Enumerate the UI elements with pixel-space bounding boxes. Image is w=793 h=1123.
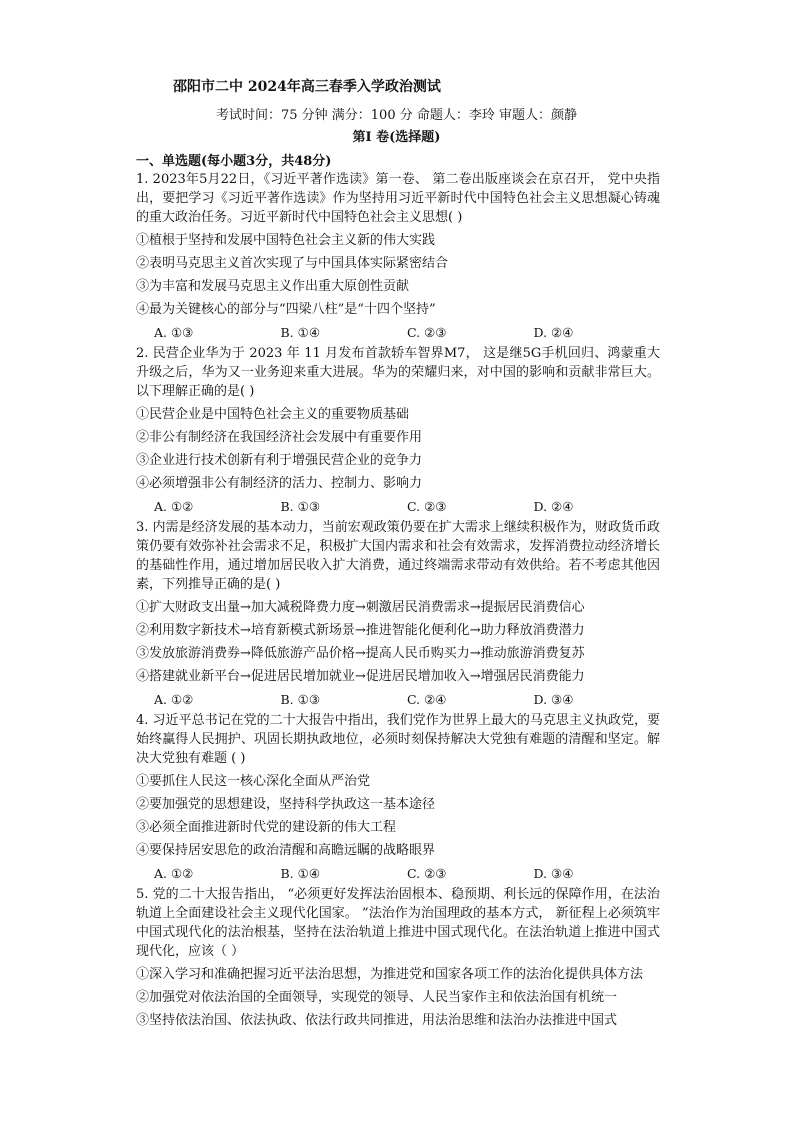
question-option: ①要抓住人民这一核心深化全面从严治党 [136, 774, 371, 789]
question-option: ①民营企业是中国特色社会主义的重要物质基础 [136, 407, 410, 422]
choice-a: A. ①③ [154, 325, 194, 340]
question [136, 170, 660, 342]
question-option: ③为丰富和发展马克思主义作出重大原创性贡献 [136, 279, 410, 294]
question-option: ①扩大财政支出量→加大减税降费力度→刺激居民消费需求→提振居民消费信心 [136, 600, 585, 615]
question-option: ②非公有制经济在我国经济社会发展中有重要作用 [136, 430, 423, 445]
choice-c: C. ②③ [407, 325, 447, 340]
volume-heading: 第Ⅰ 卷(选择题) [352, 130, 441, 145]
question-option: ②要加强党的思想建设，坚持科学执政这一基本途径 [136, 797, 436, 812]
choice-b: B. ①③ [280, 692, 321, 707]
question-option: ③企业进行技术创新有利于增强民营企业的竞争力 [136, 453, 423, 468]
question-stem: 3. 内需是经济发展的基本动力，当前宏观政策仍要在扩大需求上继续积极作为，财政货币政策仍要有效弥补社会需求不足，积极扩大国内需求和社会有效需求，发挥消费拉动经济增长的基础性作用，通过增加居民收入扩大消费，通过终端需求带动有效供给。若不考虑其他因素，下列推导正确的是( ) [136, 520, 660, 592]
question-option: ④搭建就业新平台→促进居民增加就业→促进居民增加收入→增强居民消费能力 [136, 669, 585, 684]
choice-d: D. ③④ [533, 866, 574, 881]
choice-c: C. ②③ [407, 866, 447, 881]
question-option: ①植根于坚持和发展中国特色社会主义新的伟大实践 [136, 233, 436, 248]
choice-b: B. ①③ [280, 499, 321, 514]
answer-choices [154, 323, 660, 342]
question-option: ①深入学习和准确把握习近平法治思想，为推进党和国家各项工作的法治化提供具体方法 [136, 967, 644, 982]
choice-b: B. ①④ [280, 866, 321, 881]
choice-a: A. ①② [154, 499, 194, 514]
question-option: ④要保持居安思危的政治清醒和高瞻远瞩的战略眼界 [136, 843, 436, 858]
question [136, 885, 660, 1030]
choice-d: D. ③④ [533, 692, 574, 707]
choice-c: C. ②③ [407, 499, 447, 514]
question-option: ②加强党对依法治国的全面领导，实现党的领导、人民当家作主和依法治国有机统一 [136, 990, 618, 1005]
question-option: ④最为关键核心的部分与“四梁八柱”是“十四个坚持” [136, 302, 436, 317]
question-stem: 2. 民营企业华为于 2023 年 11 月发布首款轿车智界M7， 这是继5G手机回归、鸿蒙重大升级之后，华为又一业务迎来重大进展。华为的荣耀归来，对中国的影响和贡献非常巨大。 以下理解正确的是( ) [136, 346, 660, 399]
question-option: ③坚持依法治国、依法执政、依法行政共同推进，用法治思维和法治办法推进中国式 [136, 1013, 618, 1028]
exam-title: 邵阳市二中 2024年高三春季入学政治测试 [173, 79, 441, 95]
question-option: ③必须全面推进新时代党的建设新的伟大工程 [136, 820, 397, 835]
question-stem: 1. 2023年5月22日，《习近平著作选读》第一卷、 第二卷出版座谈会在京召开， 党中央指出，要把学习《习近平著作选读》作为坚持用习近平新时代中国特色社会主义思想凝心铸魂的重大政治任务。习近平新时代中国特色社会主义思想( ) [136, 172, 660, 225]
question-option: ②表明马克思主义首次实现了与中国具体实际紧密结合 [136, 256, 449, 271]
question [136, 711, 660, 883]
choice-a: A. ①② [154, 866, 194, 881]
choice-b: B. ①④ [280, 325, 321, 340]
question-option: ③发放旅游消费券→降低旅游产品价格→提高人民币购买力→推动旅游消费复苏 [136, 646, 585, 661]
question-stem: 4. 习近平总书记在党的二十大报告中指出，我们党作为世界上最大的马克思主义执政党，要始终赢得人民拥护、巩固长期执政地位，必须时刻保持解决大党独有难题的清醒和坚定。解决大党独有难题 ( ) [136, 713, 660, 766]
question [136, 518, 660, 709]
question-option: ④必须增强非公有制经济的活力、控制力、影响力 [136, 476, 423, 491]
choice-a: A. ①② [154, 692, 194, 707]
choice-d: D. ②④ [533, 499, 574, 514]
section-heading: 一、单选题(每小题3分，共48分) [136, 154, 332, 169]
choice-d: D. ②④ [533, 325, 574, 340]
answer-choices [154, 690, 660, 709]
question-list [136, 170, 660, 1034]
answer-choices [154, 497, 660, 516]
answer-choices [154, 864, 660, 883]
question [136, 344, 660, 516]
choice-c: C. ②④ [407, 692, 447, 707]
question-option: ②利用数字新技术→培育新模式新场景→推进智能化便利化→助力释放消费潜力 [136, 623, 585, 638]
question-stem: 5. 党的二十大报告指出， “必须更好发挥法治固根本、稳预期、利长远的保障作用，在法治轨道上全面建设社会主义现代化国家。 ”法治作为治国理政的基本方式， 新征程上必须筑牢中国式现代化的法治根基，坚持在法治轨道上推进中国式现代化。在法治轨道上推进中国式现代化，应该（ ） [136, 887, 660, 959]
exam-meta: 考试时间：75 分钟 满分：100 分 命题人：李玲 审题人：颜静 [215, 108, 578, 123]
